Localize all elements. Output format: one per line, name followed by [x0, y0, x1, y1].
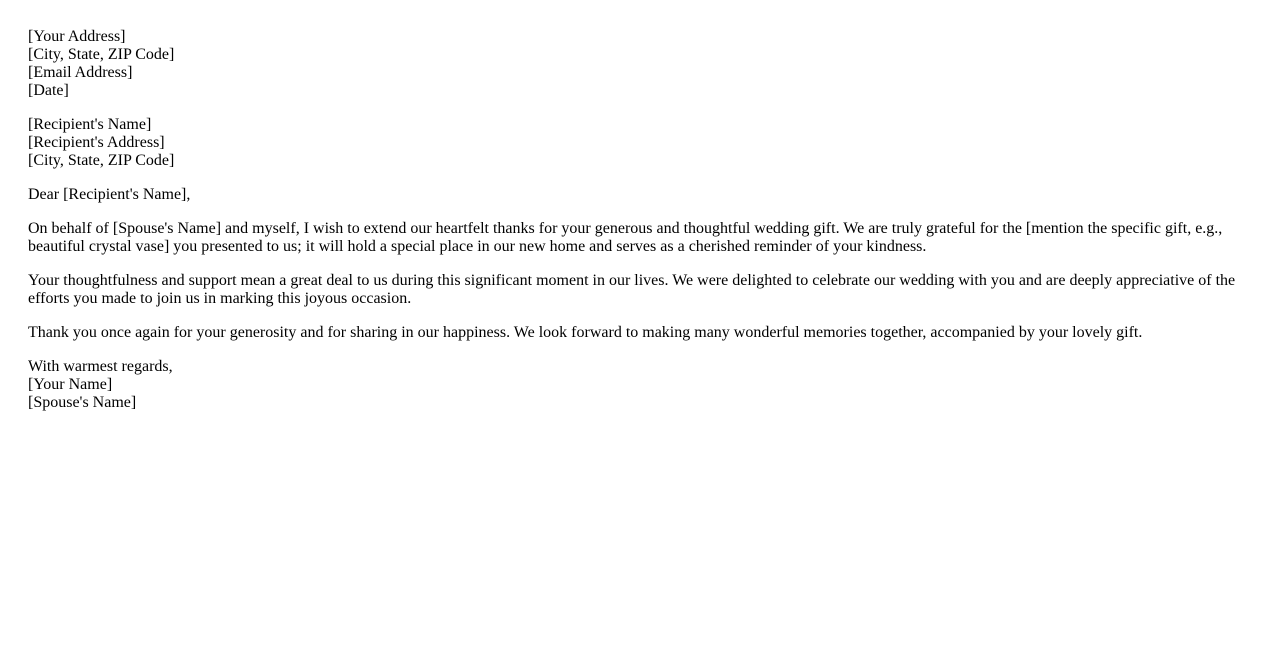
- body-paragraph-2: Your thoughtfulness and support mean a great deal to us during this significant moment in our lives. We were delighted to celebrate our wedding with you and are deeply appreciative of the efforts you made to join us in marking this joyous occasion.: [28, 272, 1236, 307]
- recipient-name: [Recipient's Name]: [28, 116, 152, 133]
- body-paragraph-3: Thank you once again for your generosity and for sharing in our happiness. We look forward to making many wonderful memories together, accompanied by your lovely gift.: [28, 324, 1143, 341]
- letter-date: [Date]: [28, 82, 69, 99]
- recipient-city-state-zip: [City, State, ZIP Code]: [28, 152, 175, 169]
- sender-email: [Email Address]: [28, 64, 133, 81]
- sender-address: [Your Address]: [28, 28, 126, 45]
- signature-spouse-name: [Spouse's Name]: [28, 394, 137, 411]
- sender-city-state-zip: [City, State, ZIP Code]: [28, 46, 175, 63]
- body-paragraph-1: On behalf of [Spouse's Name] and myself, I wish to extend our heartfelt thanks for your generous and thoughtful wedding gift. We are truly grateful for the [mention the specific gift, e.g., beautiful crystal vase] you presented to us; it will hold a special place in our new home and serves as a cherished reminder of your kindness.: [28, 220, 1223, 255]
- closing-block: [28, 358, 1250, 412]
- sender-block: [28, 28, 1250, 100]
- recipient-address: [Recipient's Address]: [28, 134, 165, 151]
- letter-document: [28, 28, 1250, 428]
- recipient-block: [28, 116, 1250, 170]
- signature-name: [Your Name]: [28, 376, 113, 393]
- valediction: With warmest regards,: [28, 358, 173, 375]
- salutation: Dear [Recipient's Name],: [28, 186, 191, 203]
